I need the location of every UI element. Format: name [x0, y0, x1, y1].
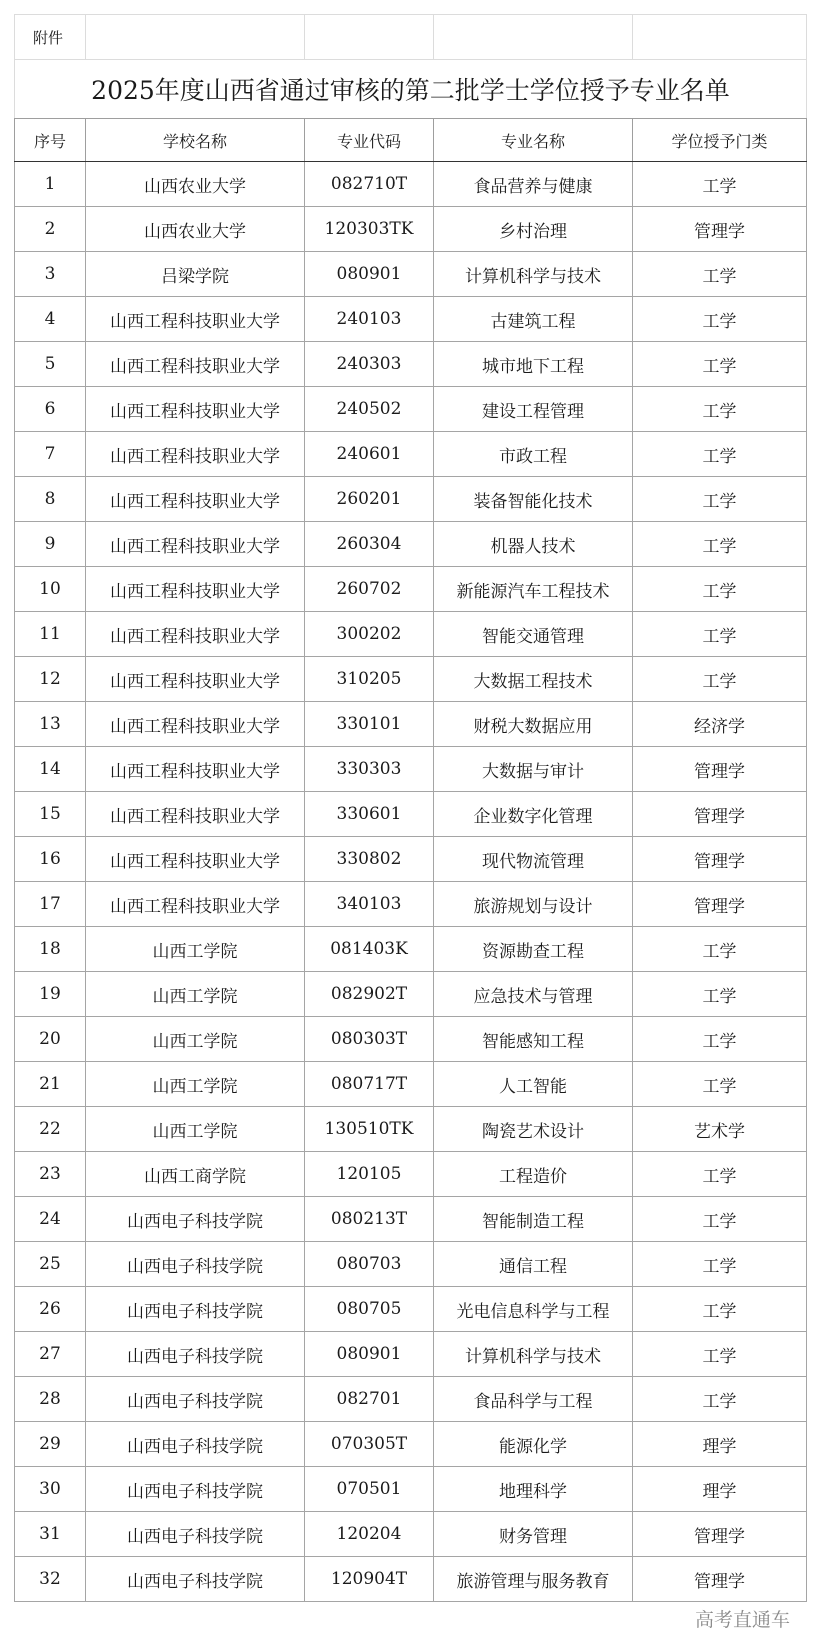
- cell-code: 120204: [305, 1512, 434, 1557]
- cell-category: 管理学: [633, 837, 807, 882]
- cell-major: 光电信息科学与工程: [434, 1287, 633, 1332]
- cell-school: 山西电子科技学院: [86, 1422, 305, 1467]
- cell-school: 山西工程科技职业大学: [86, 297, 305, 342]
- cell-index: 3: [15, 252, 86, 297]
- table-row: [15, 1332, 807, 1377]
- cell-category: 工学: [633, 1152, 807, 1197]
- cell-index: 28: [15, 1377, 86, 1422]
- cell-code: 082710T: [305, 162, 434, 207]
- cell-category: 工学: [633, 972, 807, 1017]
- cell-school: 山西工商学院: [86, 1152, 305, 1197]
- cell-code: 340103: [305, 882, 434, 927]
- cell-code: 080303T: [305, 1017, 434, 1062]
- column-header-code: 专业代码: [305, 119, 434, 162]
- cell-category: 理学: [633, 1422, 807, 1467]
- column-header-index: 序号: [15, 119, 86, 162]
- cell-major: 企业数字化管理: [434, 792, 633, 837]
- cell-index: 6: [15, 387, 86, 432]
- watermark: 高考直通车: [694, 1609, 790, 1631]
- cell-code: 330101: [305, 702, 434, 747]
- cell-category: 管理学: [633, 1557, 807, 1602]
- cell-category: 工学: [633, 927, 807, 972]
- column-header-row: [15, 119, 807, 162]
- cell-index: 19: [15, 972, 86, 1017]
- table-row: [15, 1152, 807, 1197]
- cell-code: 120105: [305, 1152, 434, 1197]
- cell-category: 工学: [633, 432, 807, 477]
- cell-index: 24: [15, 1197, 86, 1242]
- cell-school: 山西工程科技职业大学: [86, 522, 305, 567]
- cell-school: 山西工程科技职业大学: [86, 792, 305, 837]
- cell-major: 智能交通管理: [434, 612, 633, 657]
- cell-code: 330601: [305, 792, 434, 837]
- cell-category: 工学: [633, 162, 807, 207]
- cell-major: 现代物流管理: [434, 837, 633, 882]
- table-row: [15, 702, 807, 747]
- table-row: [15, 1557, 807, 1602]
- table-row: [15, 972, 807, 1017]
- cell-index: 11: [15, 612, 86, 657]
- cell-major: 乡村治理: [434, 207, 633, 252]
- table-row: [15, 1287, 807, 1332]
- cell-category: 管理学: [633, 207, 807, 252]
- cell-code: 080213T: [305, 1197, 434, 1242]
- cell-code: 082701: [305, 1377, 434, 1422]
- cell-major: 食品科学与工程: [434, 1377, 633, 1422]
- cell-category: 管理学: [633, 792, 807, 837]
- table-body: [15, 162, 807, 1602]
- cell-code: 240103: [305, 297, 434, 342]
- cell-index: 29: [15, 1422, 86, 1467]
- cell-major: 智能感知工程: [434, 1017, 633, 1062]
- cell-index: 27: [15, 1332, 86, 1377]
- cell-index: 32: [15, 1557, 86, 1602]
- cell-major: 工程造价: [434, 1152, 633, 1197]
- cell-index: 12: [15, 657, 86, 702]
- cell-index: 21: [15, 1062, 86, 1107]
- cell-major: 地理科学: [434, 1467, 633, 1512]
- cell-code: 080901: [305, 252, 434, 297]
- cell-school: 山西农业大学: [86, 207, 305, 252]
- cell-category: 工学: [633, 612, 807, 657]
- cell-school: 山西电子科技学院: [86, 1512, 305, 1557]
- cell-category: 经济学: [633, 702, 807, 747]
- cell-school: 山西工程科技职业大学: [86, 837, 305, 882]
- cell-major: 装备智能化技术: [434, 477, 633, 522]
- title-row: [15, 60, 807, 119]
- cell-major: 能源化学: [434, 1422, 633, 1467]
- cell-major: 建设工程管理: [434, 387, 633, 432]
- cell-category: 工学: [633, 522, 807, 567]
- cell-major: 城市地下工程: [434, 342, 633, 387]
- cell-code: 080717T: [305, 1062, 434, 1107]
- table-row: [15, 882, 807, 927]
- cell-major: 智能制造工程: [434, 1197, 633, 1242]
- table-row: [15, 342, 807, 387]
- cell-index: 7: [15, 432, 86, 477]
- table-row: [15, 747, 807, 792]
- cell-index: 4: [15, 297, 86, 342]
- cell-code: 070305T: [305, 1422, 434, 1467]
- cell-code: 240303: [305, 342, 434, 387]
- cell-school: 山西电子科技学院: [86, 1467, 305, 1512]
- cell-category: 管理学: [633, 1512, 807, 1557]
- cell-category: 工学: [633, 477, 807, 522]
- cell-category: 工学: [633, 342, 807, 387]
- cell-category: 工学: [633, 1242, 807, 1287]
- cell-category: 理学: [633, 1467, 807, 1512]
- cell-school: 山西电子科技学院: [86, 1332, 305, 1377]
- cell-code: 300202: [305, 612, 434, 657]
- column-header-category: 学位授予门类: [633, 119, 807, 162]
- table-row: [15, 927, 807, 972]
- cell-major: 人工智能: [434, 1062, 633, 1107]
- cell-category: 工学: [633, 1332, 807, 1377]
- cell-code: 080901: [305, 1332, 434, 1377]
- cell-index: 31: [15, 1512, 86, 1557]
- cell-school: 山西工程科技职业大学: [86, 747, 305, 792]
- cell-index: 1: [15, 162, 86, 207]
- cell-school: 山西电子科技学院: [86, 1242, 305, 1287]
- column-header-school: 学校名称: [86, 119, 305, 162]
- cell-index: 20: [15, 1017, 86, 1062]
- cell-major: 财务管理: [434, 1512, 633, 1557]
- table-row: [15, 1017, 807, 1062]
- cell-index: 10: [15, 567, 86, 612]
- cell-category: 艺术学: [633, 1107, 807, 1152]
- table-row: [15, 1422, 807, 1467]
- cell-school: 山西工程科技职业大学: [86, 387, 305, 432]
- cell-code: 130510TK: [305, 1107, 434, 1152]
- table-row: [15, 297, 807, 342]
- table-row: [15, 837, 807, 882]
- cell-index: 14: [15, 747, 86, 792]
- table-row: [15, 1242, 807, 1287]
- attachment-label: 附件: [15, 15, 86, 60]
- cell-category: 工学: [633, 567, 807, 612]
- cell-category: 管理学: [633, 747, 807, 792]
- table-row: [15, 477, 807, 522]
- cell-index: 16: [15, 837, 86, 882]
- cell-code: 330303: [305, 747, 434, 792]
- cell-major: 新能源汽车工程技术: [434, 567, 633, 612]
- cell-category: 工学: [633, 387, 807, 432]
- cell-major: 陶瓷艺术设计: [434, 1107, 633, 1152]
- table-row: [15, 1512, 807, 1557]
- table-row: [15, 612, 807, 657]
- degree-program-table: [14, 14, 807, 1602]
- cell-school: 山西电子科技学院: [86, 1377, 305, 1422]
- cell-major: 大数据工程技术: [434, 657, 633, 702]
- cell-code: 260201: [305, 477, 434, 522]
- table-row: [15, 1107, 807, 1152]
- table-row: [15, 252, 807, 297]
- table-row: [15, 1062, 807, 1107]
- cell-index: 17: [15, 882, 86, 927]
- table-row: [15, 387, 807, 432]
- cell-school: 山西农业大学: [86, 162, 305, 207]
- cell-major: 资源勘查工程: [434, 927, 633, 972]
- table-row: [15, 162, 807, 207]
- table-row: [15, 1377, 807, 1422]
- cell-school: 山西工学院: [86, 972, 305, 1017]
- cell-school: 山西工程科技职业大学: [86, 477, 305, 522]
- cell-code: 081403K: [305, 927, 434, 972]
- cell-school: 山西电子科技学院: [86, 1197, 305, 1242]
- cell-index: 30: [15, 1467, 86, 1512]
- cell-category: 工学: [633, 657, 807, 702]
- table-row: [15, 432, 807, 477]
- cell-school: 吕梁学院: [86, 252, 305, 297]
- cell-major: 食品营养与健康: [434, 162, 633, 207]
- cell-code: 240601: [305, 432, 434, 477]
- table-row: [15, 207, 807, 252]
- cell-school: 山西工程科技职业大学: [86, 882, 305, 927]
- table-row: [15, 522, 807, 567]
- cell-major: 通信工程: [434, 1242, 633, 1287]
- cell-category: 工学: [633, 1287, 807, 1332]
- table-row: [15, 657, 807, 702]
- table-row: [15, 1197, 807, 1242]
- cell-code: 080703: [305, 1242, 434, 1287]
- cell-school: 山西工程科技职业大学: [86, 567, 305, 612]
- cell-code: 310205: [305, 657, 434, 702]
- cell-school: 山西工学院: [86, 1062, 305, 1107]
- cell-major: 应急技术与管理: [434, 972, 633, 1017]
- cell-code: 120303TK: [305, 207, 434, 252]
- cell-index: 22: [15, 1107, 86, 1152]
- table-row: [15, 792, 807, 837]
- cell-major: 计算机科学与技术: [434, 252, 633, 297]
- cell-category: 工学: [633, 1377, 807, 1422]
- cell-index: 18: [15, 927, 86, 972]
- cell-school: 山西工程科技职业大学: [86, 612, 305, 657]
- cell-school: 山西电子科技学院: [86, 1287, 305, 1332]
- attachment-row: [15, 15, 807, 60]
- cell-major: 旅游管理与服务教育: [434, 1557, 633, 1602]
- cell-code: 260702: [305, 567, 434, 612]
- cell-category: 工学: [633, 1017, 807, 1062]
- cell-index: 25: [15, 1242, 86, 1287]
- cell-school: 山西电子科技学院: [86, 1557, 305, 1602]
- cell-code: 330802: [305, 837, 434, 882]
- cell-major: 市政工程: [434, 432, 633, 477]
- cell-category: 工学: [633, 252, 807, 297]
- cell-index: 23: [15, 1152, 86, 1197]
- cell-school: 山西工学院: [86, 1107, 305, 1152]
- cell-category: 工学: [633, 1197, 807, 1242]
- cell-code: 260304: [305, 522, 434, 567]
- cell-major: 古建筑工程: [434, 297, 633, 342]
- column-header-major: 专业名称: [434, 119, 633, 162]
- cell-index: 5: [15, 342, 86, 387]
- cell-school: 山西工学院: [86, 927, 305, 972]
- cell-code: 082902T: [305, 972, 434, 1017]
- cell-category: 管理学: [633, 882, 807, 927]
- cell-major: 计算机科学与技术: [434, 1332, 633, 1377]
- cell-major: 财税大数据应用: [434, 702, 633, 747]
- cell-index: 9: [15, 522, 86, 567]
- cell-index: 2: [15, 207, 86, 252]
- cell-major: 机器人技术: [434, 522, 633, 567]
- cell-school: 山西工程科技职业大学: [86, 432, 305, 477]
- cell-code: 080705: [305, 1287, 434, 1332]
- cell-index: 8: [15, 477, 86, 522]
- cell-major: 大数据与审计: [434, 747, 633, 792]
- cell-major: 旅游规划与设计: [434, 882, 633, 927]
- cell-code: 120904T: [305, 1557, 434, 1602]
- cell-school: 山西工学院: [86, 1017, 305, 1062]
- cell-category: 工学: [633, 297, 807, 342]
- cell-school: 山西工程科技职业大学: [86, 657, 305, 702]
- table-row: [15, 1467, 807, 1512]
- table-row: [15, 567, 807, 612]
- cell-school: 山西工程科技职业大学: [86, 702, 305, 747]
- cell-school: 山西工程科技职业大学: [86, 342, 305, 387]
- page-title: 2025年度山西省通过审核的第二批学士学位授予专业名单: [15, 60, 807, 119]
- cell-index: 26: [15, 1287, 86, 1332]
- cell-code: 070501: [305, 1467, 434, 1512]
- cell-code: 240502: [305, 387, 434, 432]
- cell-index: 13: [15, 702, 86, 747]
- cell-index: 15: [15, 792, 86, 837]
- cell-category: 工学: [633, 1062, 807, 1107]
